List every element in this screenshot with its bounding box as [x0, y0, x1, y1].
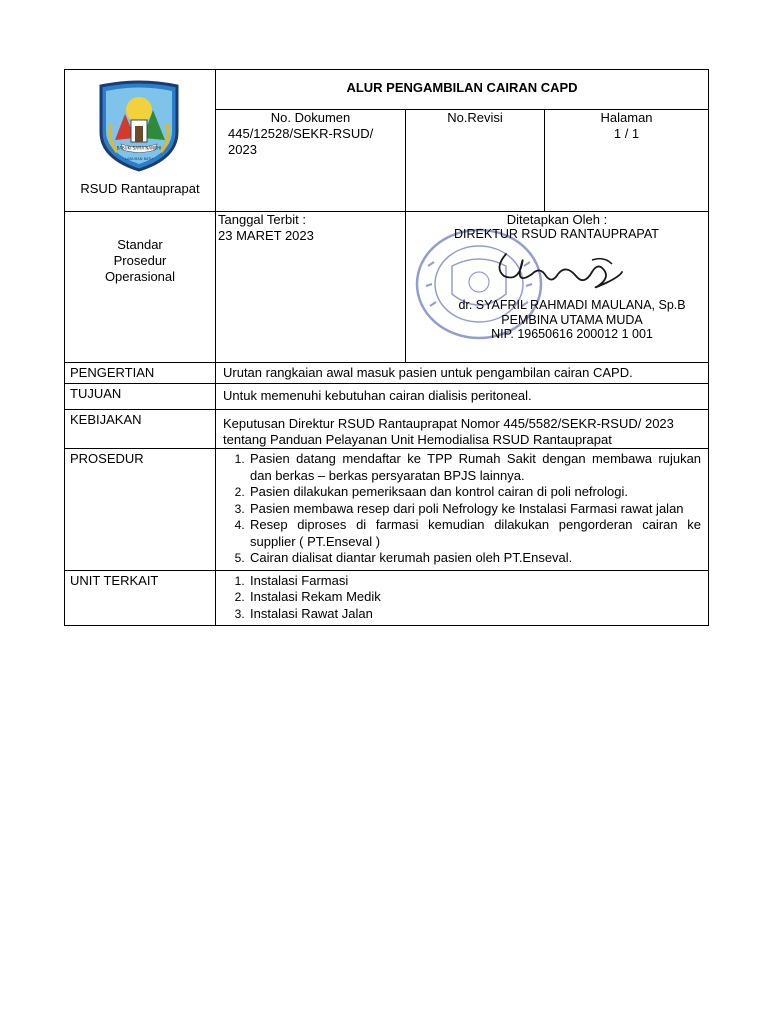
unit-item: 3. Instalasi Rawat Jalan: [248, 606, 701, 623]
logo-cell: [65, 70, 216, 212]
prosedur-cell: [216, 449, 709, 571]
document-number-cell: [216, 110, 406, 212]
signature-icon: [488, 246, 628, 292]
tujuan-label: TUJUAN: [65, 384, 216, 410]
prosedur-step: 3. Pasien membawa resep dari poli Nefrology ke Instalasi Farmasi rawat jalan: [248, 501, 701, 518]
kebijakan-label: KEBIJAKAN: [65, 410, 216, 449]
signer-rank: PEMBINA UTAMA MUDA: [501, 312, 643, 327]
prosedur-step: 1. Pasien datang mendaftar ke TPP Rumah Sakit dengan membawa rujukan dan berkas – berkas persyaratan BPJS lainnya.: [248, 451, 701, 484]
issued-date: 23 MARET 2023: [218, 228, 314, 243]
unit-list: [218, 573, 701, 623]
unit-terkait-cell: [216, 570, 709, 626]
issued-label: Tanggal Terbit :: [218, 212, 306, 227]
emblem-motto: BASUKI SATIA NANDHI: [116, 145, 162, 151]
unit-item: 2. Instalasi Rekam Medik: [248, 589, 701, 606]
revision-label: No.Revisi: [447, 110, 503, 126]
hospital-emblem-icon: [93, 80, 185, 172]
page-value: 1 / 1: [613, 126, 640, 142]
director-title: DIREKTUR RSUD RANTAUPRAPAT: [454, 227, 659, 241]
page-label: Halaman: [600, 110, 653, 126]
signer-nip: NIP. 19650616 200012 1 001: [491, 327, 653, 341]
signer-name: dr. SYAFRIL RAHMADI MAULANA, Sp.B: [458, 298, 686, 312]
prosedur-label: PROSEDUR: [65, 449, 216, 571]
issued-cell: [216, 212, 406, 363]
hospital-name: RSUD Rantauprapat: [80, 181, 200, 196]
document-number-value: 445/12528/SEKR-RSUD/ 2023: [228, 126, 374, 158]
prosedur-step: 4. Resep diproses di farmasi kemudian dilakukan pengorderan cairan ke supplier ( PT.Enseval ): [248, 517, 701, 550]
page-cell: [545, 110, 709, 212]
document-title: ALUR PENGAMBILAN CAIRAN CAPD: [216, 70, 709, 110]
signer-block: [406, 298, 708, 342]
revision-cell: [406, 110, 545, 212]
document-number-label: No. Dokumen: [270, 110, 351, 126]
sop-label-cell: [65, 212, 216, 363]
unit-terkait-label: UNIT TERKAIT: [65, 570, 216, 626]
pengertian-text: Urutan rangkaian awal masuk pasien untuk pengambilan cairan CAPD.: [216, 363, 709, 384]
unit-item: 1. Instalasi Farmasi: [248, 573, 701, 590]
sop-label: Standar Prosedur Operasional: [104, 237, 176, 284]
kebijakan-text: Keputusan Direktur RSUD Rantauprapat Nomor 445/5582/SEKR-RSUD/ 2023 tentang Panduan Pelayanan Unit Hemodialisa RSUD Rantauprapat: [216, 410, 709, 449]
approval-cell: [406, 212, 709, 363]
sop-table: [64, 69, 709, 626]
set-by-label: Ditetapkan Oleh :: [506, 212, 608, 227]
emblem-banner: LABUHAN BATU: [124, 157, 154, 161]
tujuan-text: Untuk memenuhi kebutuhan cairan dialisis peritoneal.: [216, 384, 709, 410]
pengertian-label: PENGERTIAN: [65, 363, 216, 384]
prosedur-step: 2. Pasien dilakukan pemeriksaan dan kontrol cairan di poli nefrologi.: [248, 484, 701, 501]
prosedur-step: 5. Cairan dialisat diantar kerumah pasien oleh PT.Enseval.: [248, 550, 701, 567]
prosedur-steps: [218, 451, 701, 567]
sop-document: [64, 69, 708, 626]
